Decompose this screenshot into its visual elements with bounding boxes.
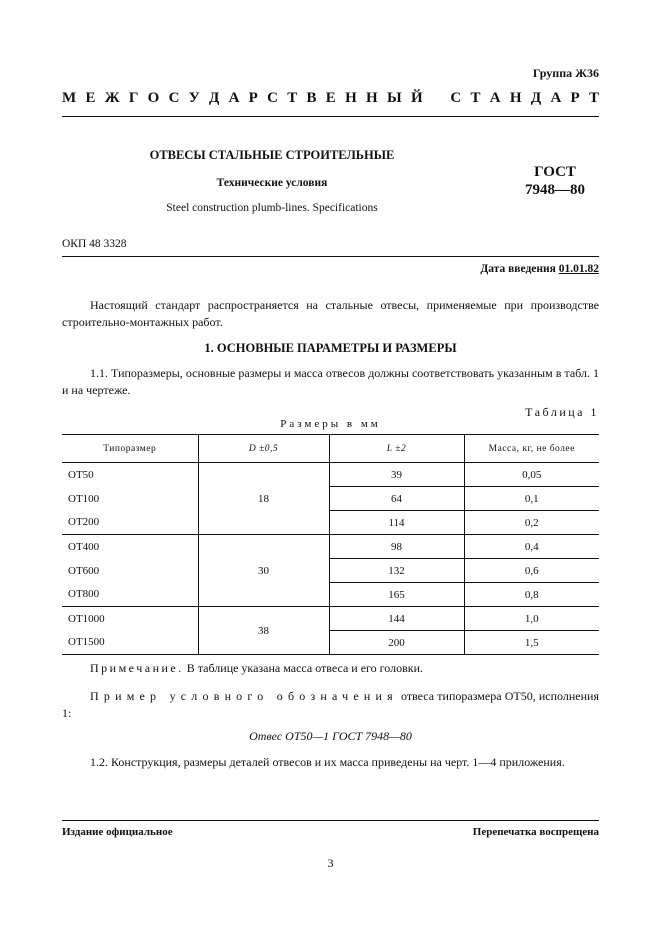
intro-date-label: Дата введения: [480, 263, 556, 275]
intro-paragraph: Настоящий стандарт распространяется на стальные отвесы, применяемые при производстве строительно-монтажных работ.: [62, 298, 599, 329]
cell-mass: 0,05: [464, 463, 599, 487]
banner-letter: А: [550, 90, 562, 106]
cell-type: ОТ1000: [62, 607, 198, 631]
edition-note: Издание официальное: [62, 826, 173, 838]
note-label: Примечание.: [90, 661, 184, 675]
banner-letter: У: [188, 90, 200, 106]
banner-letter: Р: [248, 90, 258, 106]
cell-type: ОТ100: [68, 492, 100, 505]
banner-letter: Т: [287, 90, 298, 106]
header-l: L ±2: [329, 435, 464, 463]
banner-letter: Е: [85, 90, 96, 106]
cell-mass: 0,1: [464, 487, 599, 511]
cell-mass: 0,6: [464, 559, 599, 583]
okp-rule: [62, 256, 599, 257]
example-label: Пример условного обозначения: [90, 689, 398, 703]
cell-l: 132: [329, 559, 464, 583]
table-row: [62, 487, 599, 511]
table-row: [62, 607, 599, 631]
banner-letter: А: [228, 90, 240, 106]
sizes-caption: Размеры в мм: [280, 418, 381, 430]
cell-l: 39: [329, 463, 464, 487]
banner-letter: Т: [588, 90, 599, 106]
banner-letter: С: [168, 90, 180, 106]
table-label: Таблица 1: [525, 405, 599, 419]
header-rule: [62, 116, 599, 117]
footer-rule: [62, 820, 599, 821]
header-type: Типоразмер: [62, 435, 198, 463]
table-row: [62, 463, 599, 487]
cell-l: 144: [329, 607, 464, 631]
cell-mass: 0,8: [464, 583, 599, 607]
banner-letter: С: [267, 90, 278, 106]
banner-letter: Ы: [386, 90, 402, 106]
note-text: В таблице указана масса отвеса и его головки.: [183, 661, 424, 675]
banner-letter: Д: [530, 90, 542, 106]
banner-letter: Т: [470, 90, 481, 106]
intro-date-value: 01.01.82: [558, 263, 599, 275]
table-row: [62, 535, 599, 559]
table-note: [90, 661, 423, 676]
banner-letter: Д: [208, 90, 220, 106]
banner-letter: О: [147, 90, 160, 106]
cell-mass: 1,0: [464, 607, 599, 631]
header-d: D ±0,5: [198, 435, 329, 463]
reprint-note: Перепечатка воспрещена: [472, 826, 599, 838]
cell-l: 200: [329, 631, 464, 655]
group-code: Группа Ж36: [532, 66, 599, 80]
page-number: 3: [327, 856, 334, 870]
okp-code: ОКП 48 3328: [62, 238, 127, 250]
banner-letter: Р: [570, 90, 580, 106]
cell-mass: 1,5: [464, 631, 599, 655]
cell-l: 165: [329, 583, 464, 607]
gost-label: ГОСТ: [534, 164, 576, 180]
banner-letter: В: [306, 90, 317, 106]
cell-l: 98: [329, 535, 464, 559]
section-title: 1. ОСНОВНЫЕ ПАРАМЕТРЫ И РАЗМЕРЫ: [204, 341, 457, 355]
table-header-row: [62, 435, 599, 463]
clause-1-1: 1.1. Типоразмеры, основные размеры и масса отвесов должны соответствовать указанным в табл. 1 и на чертеже.: [62, 366, 599, 397]
cell-d: 30: [198, 535, 329, 607]
banner-letter: А: [489, 90, 501, 106]
cell-d: 18: [198, 463, 329, 535]
cell-type: ОТ400: [62, 535, 198, 559]
clause-1-2: 1.2. Конструкция, размеры деталей отвесов и их масса приведены на черт. 1—4 приложения.: [90, 755, 565, 769]
document-subtitle: Технические условия: [216, 177, 328, 189]
gost-number: 7948—80: [525, 182, 585, 198]
cell-type: ОТ200: [68, 516, 100, 529]
interstate-standard-banner: [62, 90, 599, 107]
banner-letter: С: [450, 90, 462, 106]
cell-type: ОТ600: [68, 564, 100, 577]
designation-example: [62, 688, 599, 722]
cell-l: 114: [329, 511, 464, 535]
table-row: [62, 631, 599, 655]
example-text: отвеса типоразмера ОТ50, исполнения 1:: [62, 689, 599, 720]
sizes-table: [62, 434, 599, 655]
cell-type: ОТ800: [68, 588, 100, 601]
cell-mass: 0,4: [464, 535, 599, 559]
banner-letter: Й: [410, 90, 423, 106]
introduction-date: [480, 263, 599, 275]
english-title: Steel construction plumb-lines. Specifications: [166, 202, 378, 214]
banner-letter: Е: [325, 90, 336, 106]
designation-formula: Отвес ОТ50—1 ГОСТ 7948—80: [249, 729, 412, 743]
cell-d: 38: [198, 607, 329, 655]
cell-type: ОТ50: [68, 468, 94, 481]
banner-letter: М: [62, 90, 77, 106]
gost-designation: [500, 163, 610, 199]
table-row: [62, 559, 599, 583]
table-row: [62, 511, 599, 535]
cell-l: 64: [329, 487, 464, 511]
banner-letter: Ж: [104, 90, 120, 106]
banner-letter: Н: [366, 90, 378, 106]
document-title: ОТВЕСЫ СТАЛЬНЫЕ СТРОИТЕЛЬНЫЕ: [149, 148, 395, 162]
banner-letter: Н: [345, 90, 357, 106]
banner-letter: Г: [128, 90, 139, 106]
table-row: [62, 583, 599, 607]
cell-type: ОТ1500: [62, 631, 198, 655]
banner-letter: Н: [509, 90, 522, 106]
header-mass: Масса, кг, не более: [464, 435, 599, 463]
cell-mass: 0,2: [464, 511, 599, 535]
